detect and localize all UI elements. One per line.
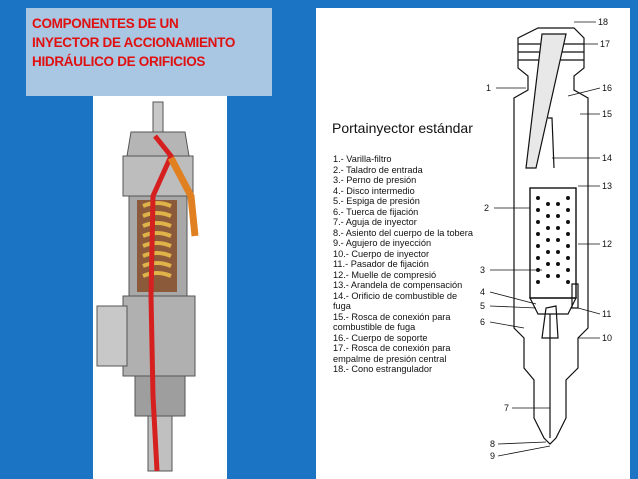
title-box [26, 8, 272, 96]
legend-item: 4.- Disco intermedio [333, 185, 415, 196]
callout-9: 9 [490, 451, 496, 461]
injector-cutaway-illustration [93, 96, 227, 479]
legend-item: 9.- Agujero de inyección [333, 238, 432, 248]
callout-13: 13 [602, 181, 613, 191]
legend-item: 15.- Rosca de conexión para combustible de fuga [333, 311, 451, 332]
callout-7: 7 [504, 403, 510, 413]
legend-item: 14.- Orificio de combustible de fuga [333, 290, 458, 311]
callout-16: 16 [602, 83, 613, 93]
callout-8: 8 [490, 439, 496, 449]
callout-2: 2 [484, 203, 490, 213]
callout-18: 18 [598, 17, 609, 27]
title-line-1: COMPONENTES DE UN [32, 16, 179, 31]
callout-5: 5 [480, 301, 486, 311]
legend-item: 6.- Tuerca de fijación [333, 206, 419, 217]
legend-item: 16.- Cuerpo de soporte [333, 332, 428, 343]
diagram-subtitle: Portainyector estándar [332, 120, 473, 136]
callout-17: 17 [600, 39, 611, 49]
callout-12: 12 [602, 239, 613, 249]
callout-11: 11 [602, 309, 612, 319]
callout-6: 6 [480, 317, 486, 327]
callout-10: 10 [602, 333, 613, 343]
technical-drawing-panel [316, 8, 630, 479]
legend-item: 12.- Muelle de compresió [333, 269, 437, 280]
legend-item: 10.- Cuerpo de inyector [333, 248, 430, 259]
legend-item: 3.- Perno de presión [333, 175, 417, 185]
legend-item: 5.- Espiga de presión [333, 196, 420, 206]
legend-item: 17.- Rosca de conexión para empalme de presión central [333, 343, 451, 364]
title-line-3: HIDRÁULICO DE ORIFICIOS [32, 54, 206, 69]
legend-item: 1.- Varilla-filtro [333, 154, 392, 164]
callout-15: 15 [602, 109, 613, 119]
title-line-2: INYECTOR DE ACCIONAMIENTO [32, 35, 236, 50]
legend-list [333, 154, 473, 375]
legend-item: 7.- Aguja de inyector [333, 217, 417, 227]
legend-item: 13.- Arandela de compensación [333, 280, 463, 290]
callout-14: 14 [602, 153, 613, 163]
callout-4: 4 [480, 287, 486, 297]
legend-item: 11.- Pasador de fijación [333, 259, 429, 269]
legend-item: 18.- Cono estrangulador [333, 364, 433, 374]
callout-3: 3 [480, 265, 486, 275]
injector-cutaway-image [93, 96, 227, 479]
legend-item: 2.- Taladro de entrada [333, 164, 423, 175]
callout-1: 1 [486, 83, 492, 93]
legend-item: 8.- Asiento del cuerpo de la tobera [333, 227, 473, 238]
